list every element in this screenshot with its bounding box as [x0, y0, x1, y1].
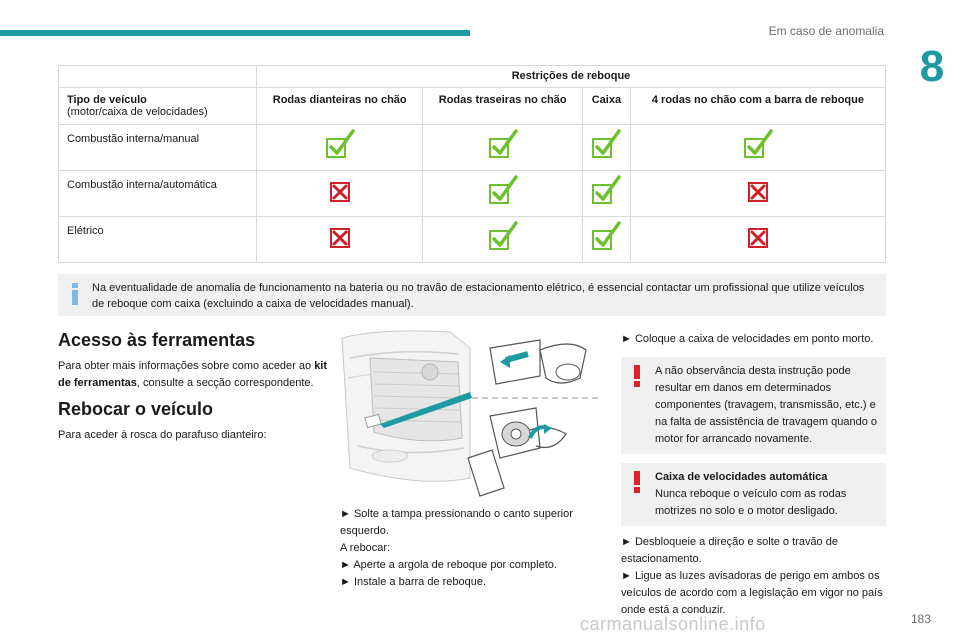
table-cell — [582, 125, 630, 171]
step-tighten-eye: ► Aperte a argola de reboque por completo. — [340, 559, 557, 571]
step-install-bar: ► Instale a barra de reboque. — [340, 576, 487, 588]
column-header-trailer: Caixa — [582, 88, 630, 125]
warning-box-automatic — [621, 463, 886, 526]
warning-text: A não observância desta instrução pode resultar em danos em determinados componentes (travagem, transmissão, etc.) e na falta de assistência de travagem quando o motor for arrancado novamente. — [655, 365, 877, 445]
step-release-steering: ► Desbloqueie a direção e solte o travão de estacionamento. — [621, 536, 838, 565]
towing-label: A rebocar: — [340, 542, 391, 554]
table-cell — [582, 171, 630, 217]
check-icon — [589, 221, 623, 255]
table-cell — [582, 217, 630, 263]
table-cell — [423, 171, 583, 217]
warning-text: Nunca reboque o veículo com as rodas motrizes no solo e o motor desligado. — [655, 488, 847, 517]
check-icon — [486, 129, 520, 163]
warning-box — [621, 357, 886, 454]
access-tools-text — [58, 358, 328, 392]
vehicle-type-header-title: Tipo de veículo — [67, 94, 147, 106]
vehicle-type-header — [59, 88, 257, 125]
tool-kit-link-text: kit de ferramentas — [58, 360, 328, 389]
header-accent-bar — [0, 30, 470, 36]
check-icon — [486, 221, 520, 255]
table-group-header: Restrições de reboque — [257, 66, 886, 88]
tow-vehicle-heading: Rebocar o veículo — [58, 399, 214, 419]
step-neutral-gear: ► Coloque a caixa de velocidades em ponto morto. — [621, 333, 874, 345]
table-cell — [257, 125, 423, 171]
table-corner-cell — [59, 66, 257, 88]
table-cell — [257, 171, 423, 217]
check-icon — [589, 175, 623, 209]
column-header-rear-wheels: Rodas traseiras no chão — [423, 88, 583, 125]
table-cell — [257, 217, 423, 263]
info-icon — [72, 283, 78, 305]
table-cell — [423, 217, 583, 263]
vehicle-type-header-subtitle: (motor/caixa de velocidades) — [67, 106, 208, 118]
row-label: Elétrico — [59, 217, 257, 263]
table-row — [59, 171, 886, 217]
info-note-text: Na eventualidade de anomalia de funcionamento na bateria ou no travão de estacionamento elétrico, é essencial contactar um profissional que utilize veículos de reboque com caixa (excluindo a caixa de velocidades manual). — [92, 282, 865, 310]
warning-icon — [633, 471, 641, 493]
check-icon — [323, 129, 357, 163]
step-hazard-lights: ► Ligue as luzes avisadoras de perigo em ambos os veículos de acordo com a legislação em vigor no país onde está a conduzir. — [621, 570, 883, 616]
right-column — [621, 331, 886, 619]
towing-steps — [340, 506, 602, 591]
access-tools-heading: Acesso às ferramentas — [58, 330, 256, 350]
table-cell — [630, 217, 885, 263]
check-icon — [741, 129, 775, 163]
towing-eye-illustration — [340, 328, 602, 498]
access-text-part: , consulte a secção correspondente. — [136, 377, 314, 389]
check-icon — [486, 175, 520, 209]
row-label: Combustão interna/manual — [59, 125, 257, 171]
cross-icon — [323, 175, 357, 209]
access-text-part: Para obter mais informações sobre como aceder ao — [58, 360, 315, 372]
watermark-text: carmanualsonline.info — [580, 614, 766, 634]
check-icon — [589, 129, 623, 163]
towing-restrictions-table — [58, 65, 886, 263]
cross-icon — [323, 221, 357, 255]
page-number: 183 — [910, 612, 931, 626]
column-header-tow-bar: 4 rodas no chão com a barra de reboque — [630, 88, 885, 125]
row-label: Combustão interna/automática — [59, 171, 257, 217]
info-note — [58, 274, 886, 316]
step-release-cover: ► Solte a tampa pressionando o canto superior esquerdo. — [340, 508, 573, 537]
chapter-number: 8 — [919, 42, 945, 91]
chapter-tab[interactable] — [904, 0, 960, 108]
cross-icon — [741, 221, 775, 255]
table-row — [59, 217, 886, 263]
table-row — [59, 125, 886, 171]
tow-vehicle-text: Para aceder à rosca do parafuso dianteiro: — [58, 429, 267, 441]
cross-icon — [741, 175, 775, 209]
table-cell — [630, 171, 885, 217]
table-cell — [630, 125, 885, 171]
warning-icon — [633, 365, 641, 387]
column-header-front-wheels: Rodas dianteiras no chão — [257, 88, 423, 125]
table-cell — [423, 125, 583, 171]
section-title: Em caso de anomalia — [768, 24, 884, 38]
warning-title: Caixa de velocidades automática — [655, 471, 828, 483]
